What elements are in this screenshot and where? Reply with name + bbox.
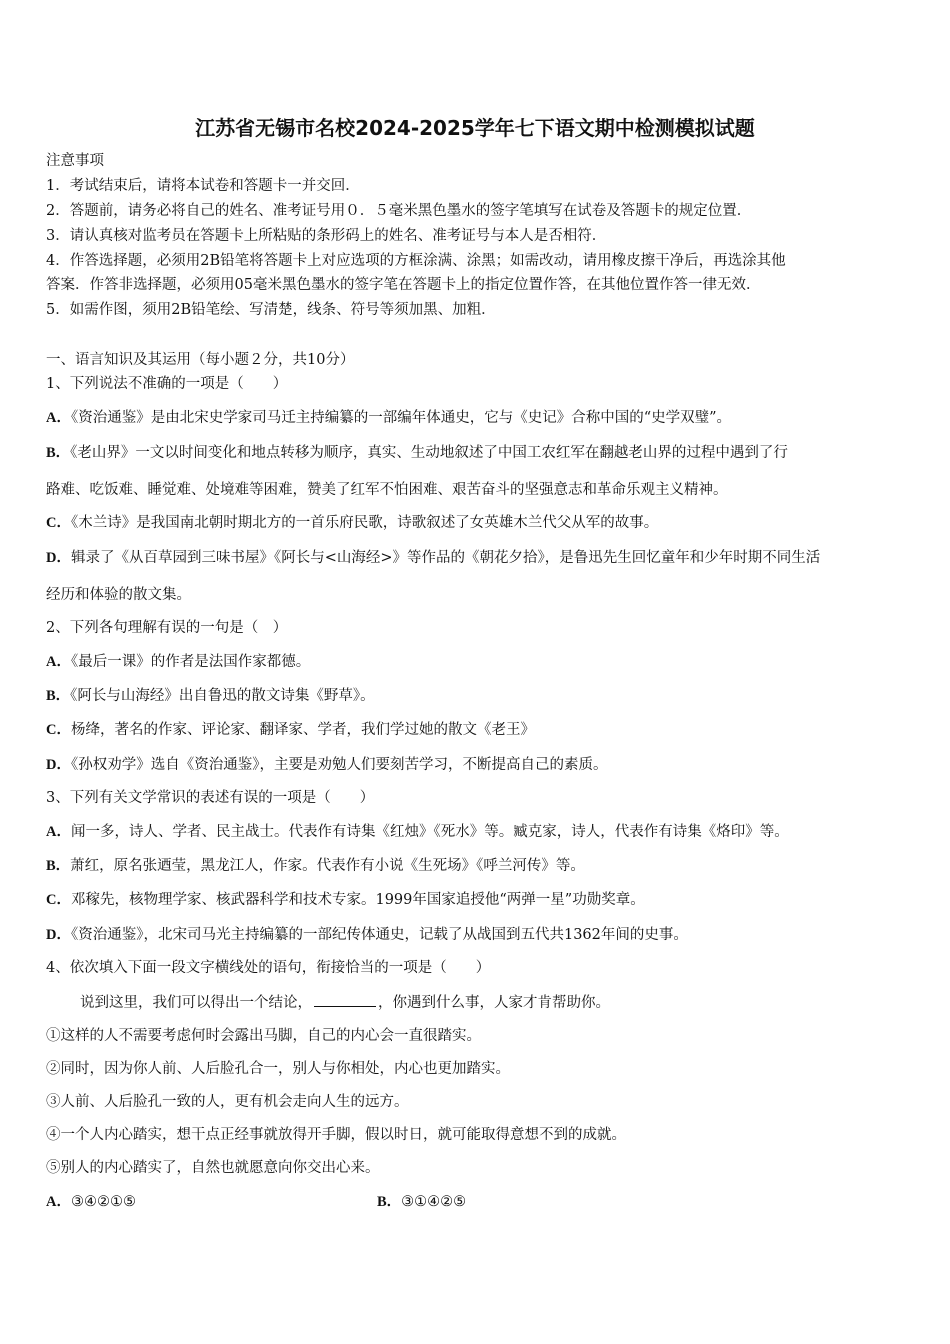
question-2-option-b: [46, 686, 375, 706]
question-1-option-b-cont: 路难、吃饭难、睡觉难、处境难等困难，赞美了红军不怕困难、艰苦奋斗的坚强意志和革命乐观主义精神。: [46, 482, 728, 498]
question-1-option-d-cont: 经历和体验的散文集。: [46, 587, 191, 603]
question-4-passage: [80, 992, 610, 1013]
option-label: C．: [46, 892, 71, 908]
question-2-stem: 2、下列各句理解有误的一句是（ ）: [46, 620, 288, 636]
passage-text: 说到这里，我们可以得出一个结论，: [80, 995, 312, 1011]
question-2-option-d: [46, 755, 607, 775]
option-label: B．: [46, 858, 71, 874]
question-4-sentence: ④一个人内心踏实，想干点正经事就放得开手脚，假以时日，就可能取得意想不到的成就。: [46, 1127, 626, 1143]
option-text: 《老山界》一文以时间变化和地点转移为顺序，真实、生动地叙述了中国工农红军在翻越老山界的过程中遇到了行: [70, 445, 788, 461]
option-label: C．: [46, 722, 71, 738]
question-2-option-c: [46, 720, 535, 740]
question-3-option-a: [46, 822, 789, 842]
notice-item: 4．作答选择题，必须用2B铅笔将答题卡上对应选项的方框涂满、涂黑；如需改动，请用橡皮擦干净后，再选涂其他: [46, 253, 786, 269]
notice-item: 3．请认真核对监考员在答题卡上所粘贴的条形码上的姓名、准考证号与本人是否相符．: [46, 228, 607, 244]
question-4-sentence: ②同时，因为你人前、人后脸孔合一，别人与你相处，内心也更加踏实。: [46, 1061, 510, 1077]
question-3-stem: 3、下列有关文学常识的表述有误的一项是（ ）: [46, 790, 375, 806]
option-text: 辑录了《从百草园到三味书屋》《阿长与<山海经>》等作品的《朝花夕拾》，是鲁迅先生回忆童年和少年时期不同生活: [70, 550, 821, 566]
option-text: ③①④②⑤: [401, 1194, 467, 1210]
option-label: B．: [46, 445, 71, 461]
option-label: A．: [46, 824, 71, 840]
option-text: 闻一多，诗人、学者、民主战士。代表作有诗集《红烛》《死水》等。臧克家，诗人，代表作有诗集《烙印》等。: [70, 824, 789, 840]
question-1-option-a: [46, 408, 731, 428]
option-label: A．: [46, 654, 71, 670]
notice-item: 1．考试结束后，请将本试卷和答题卡一并交回．: [46, 178, 360, 194]
notice-item: 答案．作答非选择题，必须用05毫米黑色墨水的签字笔在答题卡上的指定位置作答，在其他位置作答一律无效．: [46, 277, 761, 293]
question-1-option-c: [46, 513, 658, 533]
notice-item: 5．如需作图，须用2B铅笔绘、写清楚，线条、符号等须加黑、加粗．: [46, 302, 496, 318]
option-text: 邓稼先，核物理学家、核武器科学和技术专家。1999年国家追授他“两弹一星”功勋奖章。: [70, 892, 645, 908]
question-4-sentence: ③人前、人后脸孔一致的人，更有机会走向人生的远方。: [46, 1094, 409, 1110]
option-label: A．: [46, 1194, 71, 1210]
question-2-option-a: [46, 652, 310, 672]
option-text: 萧红，原名张迺莹，黑龙江人，作家。代表作有小说《生死场》《呼兰河传》等。: [70, 858, 585, 874]
question-4-sentence: ①这样的人不需要考虑何时会露出马脚，自己的内心会一直很踏实。: [46, 1028, 481, 1044]
option-label: D．: [46, 927, 71, 943]
option-text: 杨绛，著名的作家、评论家、翻译家、学者，我们学过她的散文《老王》: [70, 722, 535, 738]
option-label: B．: [46, 688, 71, 704]
option-label: B．: [377, 1194, 402, 1210]
notice-item: 2．答题前，请务必将自己的姓名、准考证号用０．５毫米黑色墨水的签字笔填写在试卷及答题卡的规定位置．: [46, 203, 752, 219]
option-label: A．: [46, 410, 71, 426]
question-4-option-b: [377, 1192, 466, 1212]
question-1-option-b: [46, 443, 788, 463]
option-label: C．: [46, 515, 71, 531]
section-heading: 一、语言知识及其运用（每小题２分，共10分）: [46, 352, 355, 368]
question-3-option-d: [46, 925, 688, 945]
notice-heading: 注意事项: [46, 153, 104, 169]
question-1-option-d: [46, 548, 820, 568]
question-1-stem: 1、下列说法不准确的一项是（ ）: [46, 376, 288, 392]
question-4-stem: 4、依次填入下面一段文字横线处的语句，衔接恰当的一项是（ ）: [46, 960, 491, 976]
option-text: 《最后一课》的作者是法国作家都德。: [70, 654, 311, 670]
option-text: 《资治通鉴》是由北宋史学家司马迁主持编纂的一部编年体通史，它与《史记》合称中国的“史学双璧”。: [70, 410, 732, 426]
answer-blank: [314, 992, 376, 1007]
question-4-sentence: ⑤别人的内心踏实了，自然也就愿意向你交出心来。: [46, 1160, 380, 1176]
page-title: 江苏省无锡市名校2024-2025学年七下语文期中检测模拟试题: [195, 116, 755, 140]
question-4-option-a: [46, 1192, 136, 1212]
option-text: 《孙权劝学》选自《资治通鉴》，主要是劝勉人们要刻苦学习，不断提高自己的素质。: [70, 757, 608, 773]
question-3-option-b: [46, 856, 585, 876]
option-text: 《资治通鉴》，北宋司马光主持编纂的一部纪传体通史，记载了从战国到五代共1362年间的史事。: [70, 927, 688, 943]
option-text: 《木兰诗》是我国南北朝时期北方的一首乐府民歌，诗歌叙述了女英雄木兰代父从军的故事。: [70, 515, 659, 531]
option-text: 《阿长与山海经》出自鲁迅的散文诗集《野草》。: [70, 688, 375, 704]
question-3-option-c: [46, 890, 645, 910]
passage-text: ，你遇到什么事，人家才肯帮助你。: [378, 995, 610, 1011]
option-label: D．: [46, 550, 71, 566]
option-text: ③④②①⑤: [70, 1194, 136, 1210]
option-label: D．: [46, 757, 71, 773]
